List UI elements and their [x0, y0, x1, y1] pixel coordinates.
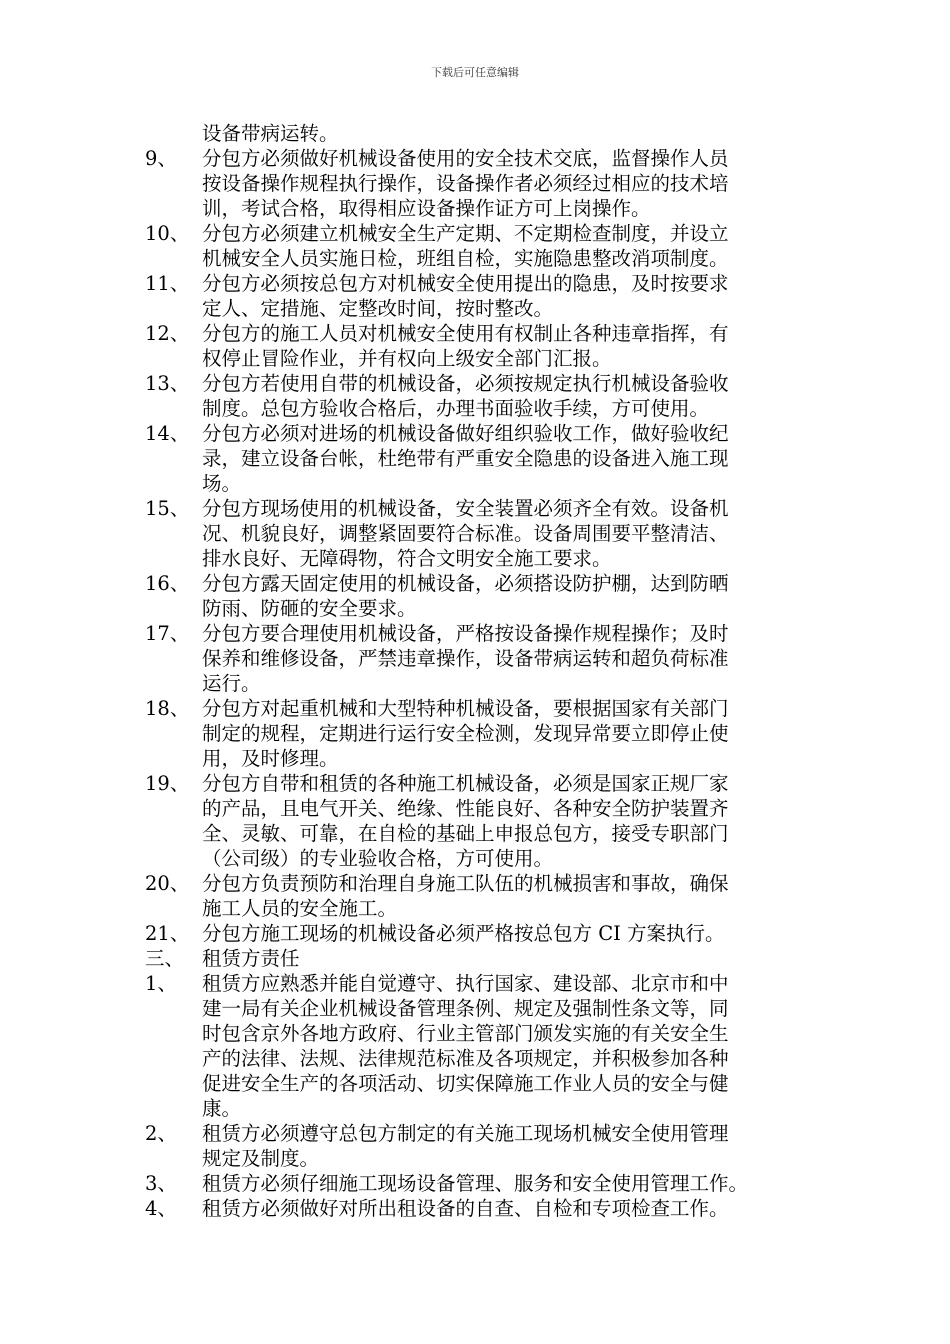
list-item-line — [145, 371, 825, 396]
document-body — [145, 121, 825, 1221]
item-text: 分包方若使用自带的机械设备，必须按规定执行机械设备验收 — [202, 372, 729, 395]
item-number: 16、 — [145, 572, 190, 595]
item-text: 分包方施工现场的机械设备必须严格按总包方 CI 方案执行。 — [202, 922, 725, 945]
item-number: 11、 — [145, 272, 190, 295]
item-text: 训，考试合格，取得相应设备操作证方可上岗操作。 — [202, 197, 651, 220]
item-number: 10、 — [145, 222, 190, 245]
list-item-line — [145, 1096, 825, 1121]
item-text: 康。 — [202, 1097, 242, 1120]
list-item-line — [145, 446, 825, 471]
item-text: 分包方必须按总包方对机械安全使用提出的隐患，及时按要求 — [202, 272, 729, 295]
item-text: 分包方要合理使用机械设备，严格按设备操作规程操作；及时 — [202, 622, 729, 645]
item-text: 租赁方必须做好对所出租设备的自查、自检和专项检查工作。 — [202, 1197, 729, 1220]
item-number: 13、 — [145, 372, 190, 395]
list-item-line — [145, 1146, 825, 1171]
item-number: 12、 — [145, 322, 190, 345]
item-text: 时包含京外各地方政府、行业主管部门颁发实施的有关安全生 — [202, 1022, 729, 1045]
item-number: 1、 — [145, 972, 177, 995]
item-text: 租赁方必须仔细施工现场设备管理、服务和安全使用管理工作。 — [202, 1172, 749, 1195]
item-text: 制度。总包方验收合格后，办理书面验收手续，方可使用。 — [202, 397, 710, 420]
list-item-line — [145, 221, 825, 246]
list-item-line — [145, 421, 825, 446]
list-item-line — [145, 1046, 825, 1071]
list-item-line — [145, 646, 825, 671]
list-item-line — [145, 846, 825, 871]
list-item-line — [145, 571, 825, 596]
item-text: 况、机貌良好，调整紧固要符合标准。设备周围要平整清洁、 — [202, 522, 729, 545]
item-number: 17、 — [145, 622, 190, 645]
item-text: 制定的规程，定期进行运行安全检测，发现异常要立即停止使 — [202, 722, 729, 745]
item-text: 场。 — [202, 472, 242, 495]
item-text: 施工人员的安全施工。 — [202, 897, 398, 920]
item-text: （公司级）的专业验收合格，方可使用。 — [202, 847, 554, 870]
list-item-line — [145, 396, 825, 421]
list-item-line — [145, 1121, 825, 1146]
item-text: 权停止冒险作业，并有权向上级安全部门汇报。 — [202, 347, 612, 370]
list-item-line — [145, 196, 825, 221]
item-text: 分包方现场使用的机械设备，安全装置必须齐全有效。设备机 — [202, 497, 729, 520]
item-text: 促进安全生产的各项活动、切实保障施工作业人员的安全与健 — [202, 1072, 729, 1095]
list-item-line — [145, 246, 825, 271]
list-item-line — [145, 996, 825, 1021]
list-item-line — [145, 671, 825, 696]
list-item-line — [145, 796, 825, 821]
list-item-line — [145, 296, 825, 321]
item-text: 分包方必须做好机械设备使用的安全技术交底，监督操作人员 — [202, 147, 729, 170]
item-text: 租赁方应熟悉并能自觉遵守、执行国家、建设部、北京市和中 — [202, 972, 729, 995]
item-number: 21、 — [145, 922, 190, 945]
item-number: 18、 — [145, 697, 190, 720]
list-item-line — [145, 596, 825, 621]
item-text: 定人、定措施、定整改时间，按时整改。 — [202, 297, 554, 320]
list-item-line — [145, 521, 825, 546]
item-text: 分包方自带和租赁的各种施工机械设备，必须是国家正规厂家 — [202, 772, 729, 795]
item-text: 分包方负责预防和治理自身施工队伍的机械损害和事故，确保 — [202, 872, 729, 895]
item-text: 租赁方必须遵守总包方制定的有关施工现场机械安全使用管理 — [202, 1122, 729, 1145]
list-item-line — [145, 1071, 825, 1096]
list-item-line — [145, 771, 825, 796]
list-item-line — [145, 696, 825, 721]
item-number: 9、 — [145, 147, 177, 170]
list-item-line — [145, 346, 825, 371]
item-text: 分包方对起重机械和大型特种机械设备，要根据国家有关部门 — [202, 697, 729, 720]
list-item-line — [145, 171, 825, 196]
item-number: 4、 — [145, 1197, 177, 1220]
item-text: 防雨、防砸的安全要求。 — [202, 597, 417, 620]
item-text: 用，及时修理。 — [202, 747, 339, 770]
item-text: 按设备操作规程执行操作，设备操作者必须经过相应的技术培 — [202, 172, 729, 195]
list-item-line — [145, 121, 825, 146]
item-number: 2、 — [145, 1122, 177, 1145]
item-text: 规定及制度。 — [202, 1147, 320, 1170]
list-item-line — [145, 871, 825, 896]
item-number: 20、 — [145, 872, 190, 895]
list-item-line — [145, 1171, 825, 1196]
list-item-line — [145, 721, 825, 746]
item-text: 分包方必须对进场的机械设备做好组织验收工作，做好验收纪 — [202, 422, 729, 445]
item-number: 三、 — [145, 947, 185, 970]
list-item-line — [145, 1196, 825, 1221]
list-item-line — [145, 946, 825, 971]
list-item-line — [145, 546, 825, 571]
item-text: 设备带病运转。 — [202, 122, 339, 145]
item-text: 全、灵敏、可靠，在自检的基础上申报总包方，接受专职部门 — [202, 822, 729, 845]
item-text: 机械安全人员实施日检，班组自检，实施隐患整改消项制度。 — [202, 247, 729, 270]
item-number: 14、 — [145, 422, 190, 445]
list-item-line — [145, 1021, 825, 1046]
item-text: 的产品，且电气开关、绝缘、性能良好、各种安全防护装置齐 — [202, 797, 729, 820]
list-item-line — [145, 146, 825, 171]
list-item-line — [145, 896, 825, 921]
list-item-line — [145, 821, 825, 846]
item-text: 录，建立设备台帐，杜绝带有严重安全隐患的设备进入施工现 — [202, 447, 729, 470]
item-text: 产的法律、法规、法律规范标准及各项规定，并积极参加各种 — [202, 1047, 729, 1070]
list-item-line — [145, 921, 825, 946]
item-text: 分包方必须建立机械安全生产定期、不定期检查制度，并设立 — [202, 222, 729, 245]
item-text: 排水良好、无障碍物，符合文明安全施工要求。 — [202, 547, 612, 570]
item-text: 租赁方责任 — [202, 947, 300, 970]
item-text: 建一局有关企业机械设备管理条例、规定及强制性条文等，同 — [202, 997, 729, 1020]
item-text: 分包方的施工人员对机械安全使用有权制止各种违章指挥，有 — [202, 322, 729, 345]
list-item-line — [145, 271, 825, 296]
item-text: 保养和维修设备，严禁违章操作，设备带病运转和超负荷标准 — [202, 647, 729, 670]
page-header: 下载后可任意编辑 — [431, 66, 519, 79]
item-number: 19、 — [145, 772, 190, 795]
item-number: 15、 — [145, 497, 190, 520]
list-item-line — [145, 621, 825, 646]
list-item-line — [145, 321, 825, 346]
list-item-line — [145, 746, 825, 771]
list-item-line — [145, 971, 825, 996]
item-text: 运行。 — [202, 672, 261, 695]
list-item-line — [145, 496, 825, 521]
item-text: 分包方露天固定使用的机械设备，必须搭设防护棚，达到防晒 — [202, 572, 729, 595]
item-number: 3、 — [145, 1172, 177, 1195]
list-item-line — [145, 471, 825, 496]
